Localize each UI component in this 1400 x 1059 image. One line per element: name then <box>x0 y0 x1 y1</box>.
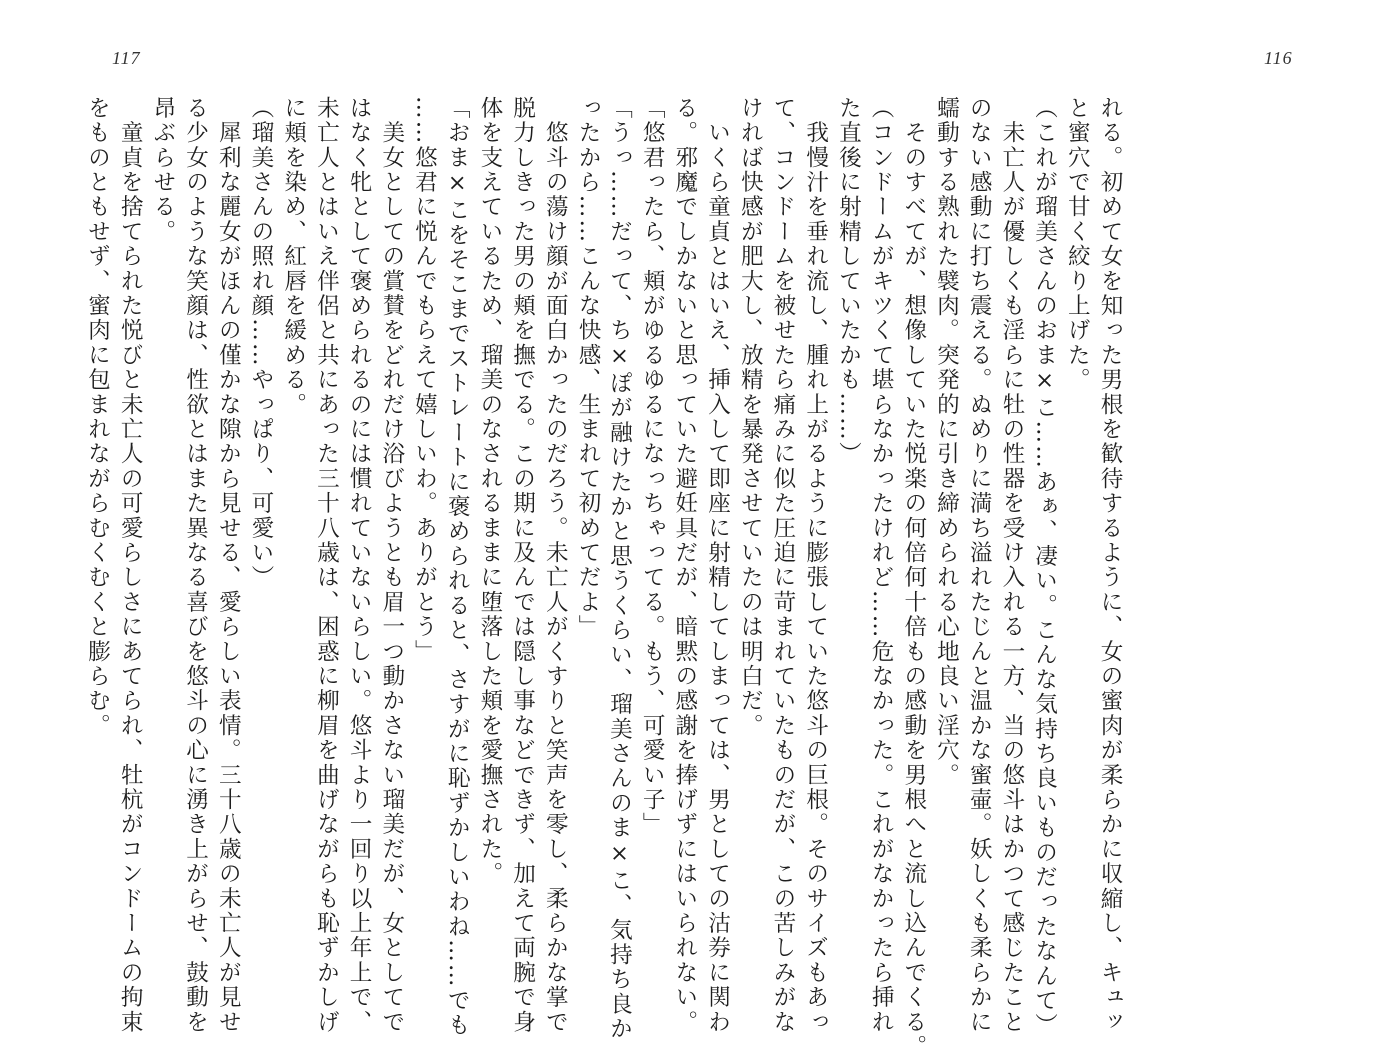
text-line: 「うっ……だって、ち×ぽが融けたかと思うくらい、瑠美さんのま×こ、気持ち良か <box>606 96 633 1042</box>
text-line: いくら童貞とはいえ、挿入して即座に射精してしまっては、男としての沽券に関わ <box>704 96 731 1035</box>
text-line: 昂ぶらせる。 <box>149 96 176 245</box>
text-line: （コンドームがキツくて堪らなかったけれど……危なかった。これがなかったら挿れ <box>868 96 895 1035</box>
text-line: ったから……こんな快感、生まれて初めてだよ」 <box>575 96 601 640</box>
text-line: 美女としての賞賛をどれだけ浴びようとも眉一つ動かさない瑠美だが、女としてで <box>378 96 405 1035</box>
text-line: る少女のような笑顔は、性欲とはまた異なる喜びを悠斗の心に湧き上がらせ、鼓動を <box>182 96 209 1035</box>
text-line: 蠕動する熟れた襞肉。突発的に引き締められる心地良い淫穴。 <box>933 96 960 788</box>
text-line: て、コンドームを被せたら痛みに似た圧迫に苛まれていたものだが、この苦しみがな <box>769 96 796 1035</box>
text-line: （これが瑠美さんのおま×こ……あぁ、凄い。こんな気持ち良いものだったなんて） <box>1031 96 1058 1038</box>
text-line: る。邪魔でしかないと思っていた避妊具だが、暗黙の感謝を捧げずにはいられない。 <box>671 96 698 1035</box>
text-line: はなく牝として褒められるのには慣れていないらしい。悠斗より一回り以上年上で、 <box>346 96 373 1035</box>
text-line: 「おま×こをそこまでストレートに褒められると、さすがに恥ずかしいわね……でも <box>444 96 471 1038</box>
text-line: 悠斗の蕩け顔が面白かったのだろう。未亡人がくすりと笑声を零し、柔らかな掌で <box>542 96 569 1035</box>
text-line: そのすべてが、想像していた悦楽の何倍何十倍もの感動を男根へと流し込んでくる。 <box>900 96 927 1059</box>
page-number-left: 117 <box>112 48 141 68</box>
text-line: をものともせず、蜜肉に包まれながらむくむくと膨らむ。 <box>84 96 111 739</box>
text-line: ……悠君に悦んでもらえて嬉しいわ。ありがとう」 <box>411 96 438 665</box>
text-line: （瑠美さんの照れ顔……やっぱり、可愛い） <box>247 96 274 590</box>
text-line: 脱力しきった男の頬を撫でる。この期に及んでは隠し事などできず、加えて両腕で身 <box>509 96 536 1035</box>
right-page-text <box>606 96 1126 1059</box>
text-line: のない感動に打ち震える。ぬめりに満ち溢れたじんと温かな蜜壷。妖しくも柔らかに <box>966 96 993 1035</box>
text-line: た直後に射精していたかも……） <box>835 96 862 467</box>
text-line: 犀利な麗女がほんの僅かな隙から見せる、愛らしい表情。三十八歳の未亡人が見せ <box>215 96 242 1035</box>
text-line: と蜜穴で甘く絞り上げた。 <box>1064 96 1091 393</box>
left-page-text <box>84 96 604 1038</box>
text-line: 未亡人が優しくも淫らに牡の性器を受け入れる一方、当の悠斗はかつて感じたこと <box>998 96 1025 1035</box>
text-line: 我慢汁を垂れ流し、腫れ上がるように膨張していた悠斗の巨根。そのサイズもあっ <box>802 96 829 1035</box>
text-line: ければ快感が肥大し、放精を暴発させていたのは明白だ。 <box>737 96 764 739</box>
page-number-right: 116 <box>1264 48 1293 68</box>
text-line: 未亡人とはいえ伴侶と共にあった三十八歳は、困惑に柳眉を曲げながらも恥ずかしげ <box>313 96 340 1035</box>
text-line: 体を支えているため、瑠美のなされるままに堕落した頬を愛撫された。 <box>476 96 503 887</box>
text-line: に頬を染め、紅唇を緩める。 <box>280 96 307 418</box>
text-line: 童貞を捨てられた悦びと未亡人の可愛らしさにあてられ、牡杭がコンドームの拘束 <box>117 96 144 1035</box>
text-line: 「悠君ったら、頬がゆるゆるになっちゃってる。もう、可愛い子」 <box>639 96 666 837</box>
text-line: れる。初めて女を知った男根を歓待するように、女の蜜肉が柔らかに収縮し、キュッ <box>1097 96 1123 1035</box>
